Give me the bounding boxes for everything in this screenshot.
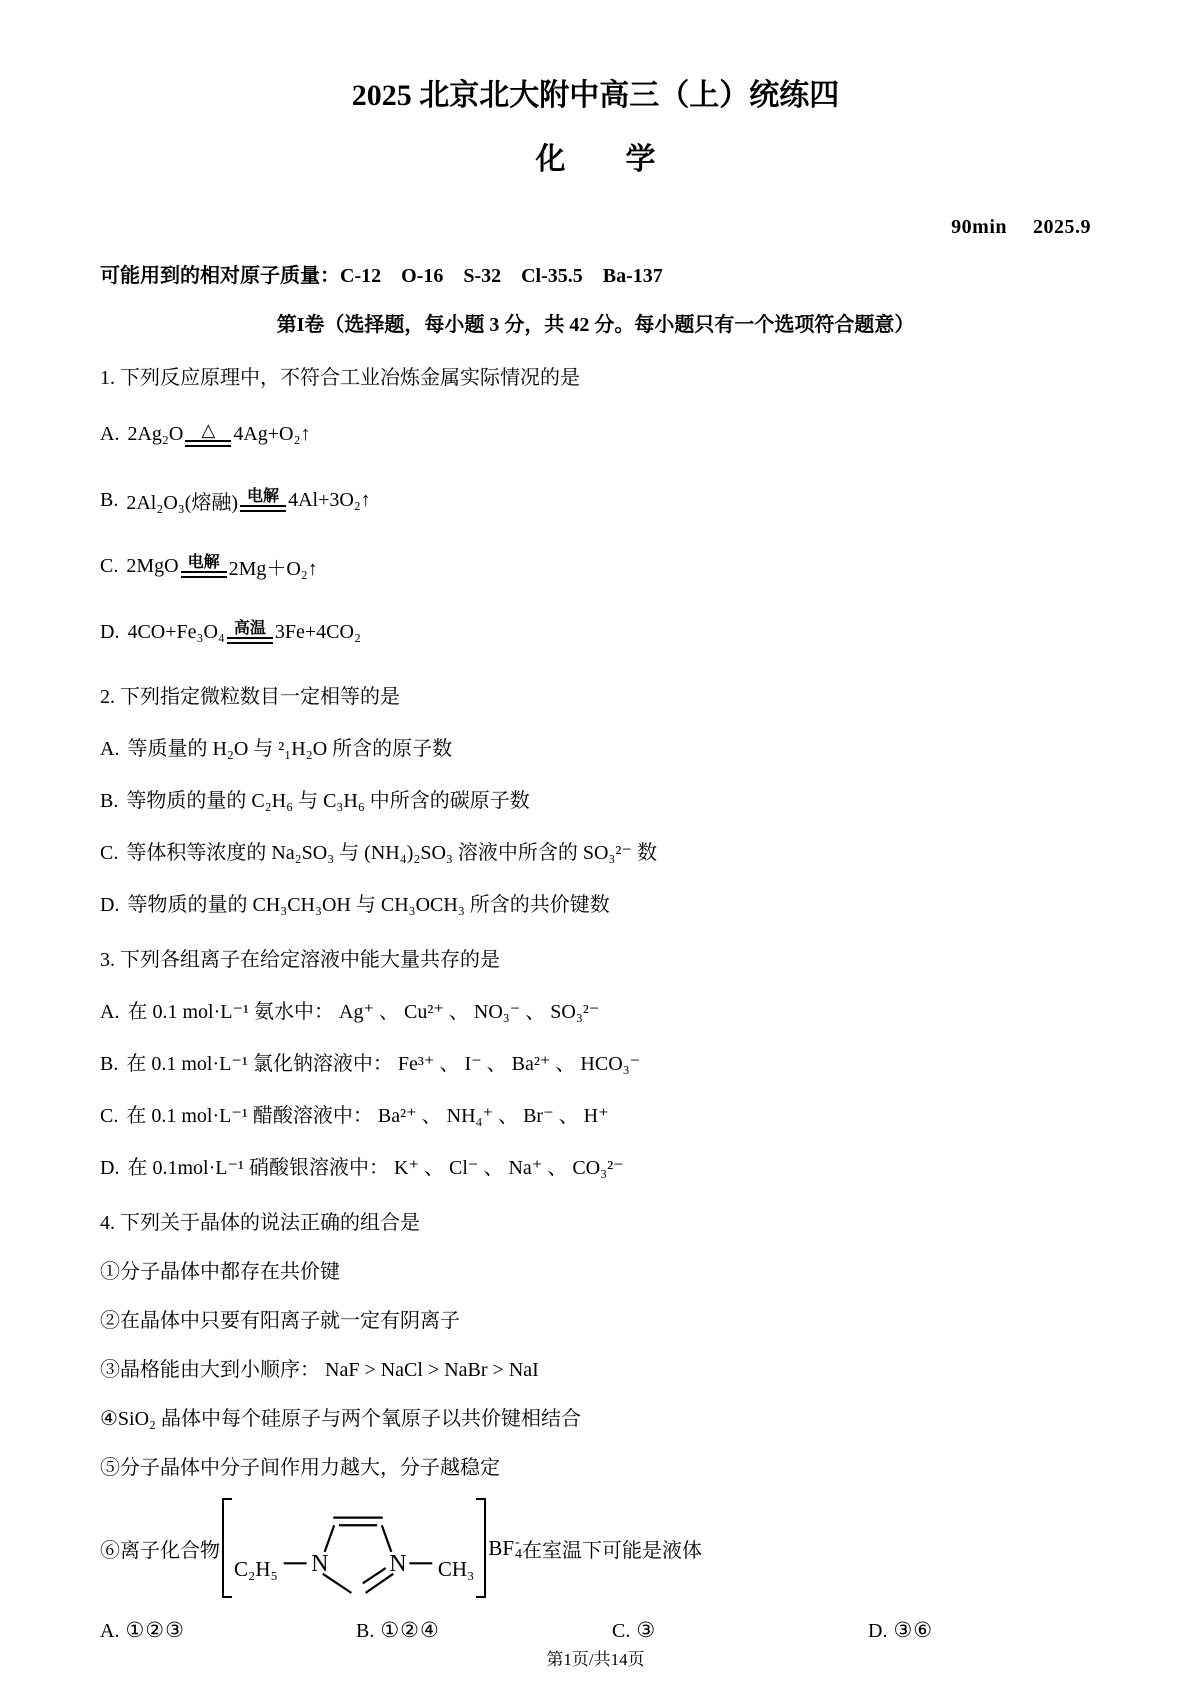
option-value: ③⑥ [893,1618,934,1642]
anion-subscript: 4 [515,1547,523,1562]
option-value: ①②④ [380,1618,440,1642]
q1-stem: 1. 下列反应原理中，不符合工业冶炼金属实际情况的是 [100,367,580,389]
subject-title: 化 学 [535,143,656,176]
option-label: B. [100,790,119,812]
option-label: A. [100,738,120,760]
q4-statement-6 [100,1492,1091,1604]
q3-option-b [100,1047,1091,1076]
question-3 [100,943,1091,1180]
q3-option-a [100,995,1091,1024]
double-line [240,505,286,512]
double-line [181,571,227,578]
condition-label: 电解 [247,487,280,505]
bf4-anion [488,1536,522,1561]
option-text: 在 0.1mol·L⁻¹ 硝酸银溶液中： K⁺ 、 Cl⁻ 、 Na⁺ 、 CO₃²⁻ [127,1157,624,1179]
methyl-group: CH₃ [437,1557,475,1581]
condition-delta: △ [201,419,216,440]
q1-option-b [100,478,1091,522]
option-label: B. [100,488,119,511]
nitrogen-right-label: N [389,1550,407,1577]
reaction-condition-equals [181,554,227,579]
option-label: A. [100,1001,120,1023]
q1-option-d [100,610,1091,654]
atomic-masses-line: 可能用到的相对原子质量：C-12 O-16 S-32 Cl-35.5 Ba-137 [100,265,663,287]
reaction-condition-equals [227,620,273,645]
option-text: 等体积等浓度的 Na₂SO₃ 与 (NH₄)₂SO₃ 溶液中所含的 SO₃²⁻ 数 [126,842,657,864]
q3-option-c [100,1099,1091,1128]
reaction-condition-equals [240,488,286,513]
double-line [227,637,273,644]
reaction-lhs: 2Ag₂O [127,422,184,445]
exam-duration-date: 90min 2025.9 [951,216,1091,238]
option-text: 等物质的量的 C₂H₆ 与 C₃H₆ 中所含的碳原子数 [126,790,530,812]
q4-statement-2: ②在晶体中只要有阳离子就一定有阴离子 [100,1310,460,1332]
right-bracket [476,1498,486,1598]
option-text: 在 0.1 mol·L⁻¹ 氯化钠溶液中： Fe³⁺ 、 I⁻ 、 Ba²⁺ 、 HCO₃⁻ [126,1053,641,1075]
option-label: C. [100,842,119,864]
question-2 [100,680,1091,917]
q3-option-d [100,1151,1091,1180]
option-label: D. [100,894,120,916]
anion-charge-stack [515,1536,522,1560]
reaction-rhs: 3Fe+4CO₂ [274,620,361,643]
q4-stem: 4. 下列关于晶体的说法正确的组合是 [100,1212,420,1234]
ethyl-group: C₂H₅ [234,1557,278,1581]
option-text: 等质量的 H₂O 与 ²₁H₂O 所含的原子数 [127,738,453,760]
q4-statement-1: ①分子晶体中都存在共价键 [100,1261,340,1283]
q4-option-b [356,1618,612,1643]
q2-option-a [100,732,1091,761]
option-value: ①②③ [125,1618,185,1642]
page-footer: 第1页/共14页 [546,1650,645,1669]
option-label: C. [100,1105,119,1127]
q1-option-a [100,412,1091,456]
q4-statement-5: ⑤分子晶体中分子间作用力越大，分子越稳定 [100,1457,500,1479]
page-title: 2025 北京北大附中高三（上）统练四 [351,79,840,112]
q3-stem: 3. 下列各组离子在给定溶液中能大量共存的是 [100,949,500,971]
imidazole-ring-diagram [278,1502,438,1598]
q2-option-c [100,836,1091,865]
q2-option-d [100,888,1091,917]
reaction-condition-equals [185,421,231,448]
q1-option-c [100,544,1091,588]
anion-base: BF [488,1535,515,1560]
q2-option-b [100,784,1091,813]
option-label: D. [100,1157,120,1179]
statement6-prefix: ⑥离子化合物 [100,1539,220,1562]
reaction-lhs: 2MgO [126,554,179,577]
q4-option-a [100,1618,356,1643]
q4-option-d [868,1618,933,1643]
q4-options-row [100,1618,1091,1643]
option-label: D. [868,1620,888,1642]
option-text: 等物质的量的 CH₃CH₃OH 与 CH₃OCH₃ 所含的共价键数 [127,894,610,916]
imidazolium-structure [222,1498,486,1598]
option-text: 在 0.1 mol·L⁻¹ 氨水中： Ag⁺ 、 Cu²⁺ 、 NO₃⁻ 、 SO₃²⁻ [127,1001,600,1023]
option-label: C. [100,554,119,577]
reaction-lhs: 2Al₂O₃(熔融) [126,491,239,514]
question-1 [100,361,1091,654]
condition-label: 电解 [187,553,220,571]
option-label: A. [100,1620,120,1642]
option-text: 在 0.1 mol·L⁻¹ 醋酸溶液中： Ba²⁺ 、 NH₄⁺ 、 Br⁻ 、 H⁺ [126,1105,609,1127]
nitrogen-left-label: N [311,1550,329,1577]
double-line [185,440,231,447]
reaction-rhs: 4Ag+O₂↑ [233,422,311,445]
q4-statement-3: ③晶格能由大到小顺序： NaF > NaCl > NaBr > NaI [100,1359,539,1381]
option-label: B. [100,1053,119,1075]
option-label: D. [100,620,120,643]
reaction-lhs: 4CO+Fe₃O₄ [127,620,225,643]
q2-stem: 2. 下列指定微粒数目一定相等的是 [100,686,400,708]
option-label: B. [356,1620,375,1642]
question-4 [100,1206,1091,1643]
option-label: C. [612,1620,631,1642]
q4-statement-4: ④SiO₂ 晶体中每个硅原子与两个氧原子以共价键相结合 [100,1408,582,1430]
anion-superscript: - [515,1535,520,1550]
left-bracket [222,1498,232,1598]
section1-header: 第I卷（选择题，每小题 3 分，共 42 分。每小题只有一个选项符合题意） [276,314,915,336]
statement6-suffix: 在室温下可能是液体 [522,1539,703,1562]
option-label: A. [100,422,120,445]
reaction-rhs: 4Al+3O₂↑ [288,488,371,511]
structure-inner [232,1498,476,1598]
option-value: ③ [636,1618,657,1642]
q4-option-c [612,1618,868,1643]
reaction-rhs: 2Mg＋O₂↑ [228,557,318,580]
condition-label: 高温 [233,619,266,637]
